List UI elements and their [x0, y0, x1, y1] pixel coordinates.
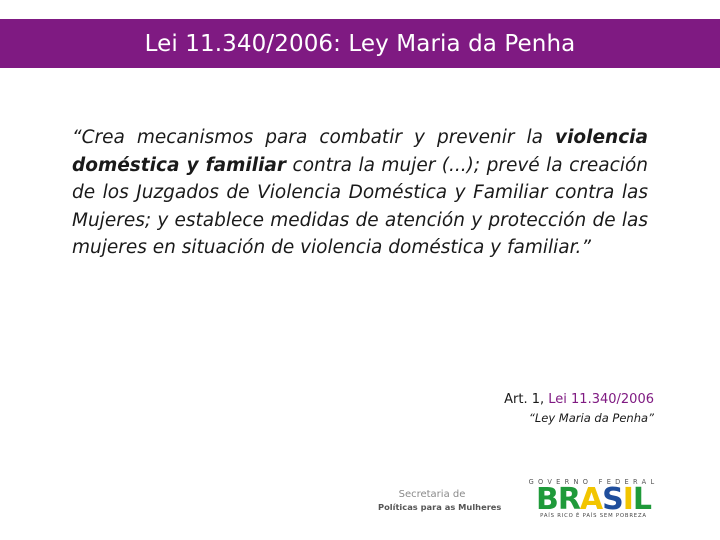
- citation-prefix: Art. 1,: [504, 392, 549, 407]
- secretaria-line1: Secretaria de: [398, 489, 466, 500]
- secretaria-line2: Políticas para as Mulheres: [378, 502, 502, 512]
- brasil-letter-a: A: [579, 482, 603, 517]
- quote-open: “Crea mecanismos para combatir y prevenir la: [72, 127, 556, 148]
- quote-text: [72, 124, 648, 262]
- brasil-letter-s: S: [602, 482, 623, 517]
- page-title: Lei 11.340/2006: Ley Maria da Penha: [144, 30, 576, 57]
- secretaria-logo: [378, 489, 502, 519]
- citation-name: “Ley Maria da Penha”: [528, 411, 654, 425]
- governo-federal-logo: [527, 478, 660, 522]
- title-bar: [0, 19, 720, 68]
- citation: [504, 392, 654, 425]
- brasil-letter-b: B: [535, 482, 558, 517]
- brasil-letter-r: R: [557, 482, 580, 517]
- governo-federal-text: GOVERNO FEDERAL: [528, 478, 659, 486]
- brasil-letter-i: I: [622, 482, 633, 517]
- brasil-slogan: PAÍS RICO É PAÍS SEM POBREZA: [540, 513, 647, 519]
- quote-bold: violencia doméstica y familiar: [72, 127, 648, 176]
- brasil-letter-l: L: [632, 482, 652, 517]
- citation-line: [504, 392, 654, 407]
- citation-law: Lei 11.340/2006: [548, 392, 654, 407]
- quote-rest: contra la mujer (...); prevé la creación de los Juzgados de Violencia Doméstica y Familiar contra las Mujeres; y establece medidas de atención y protección de las mujeres en situación de violencia doméstica y familiar.”: [72, 154, 648, 258]
